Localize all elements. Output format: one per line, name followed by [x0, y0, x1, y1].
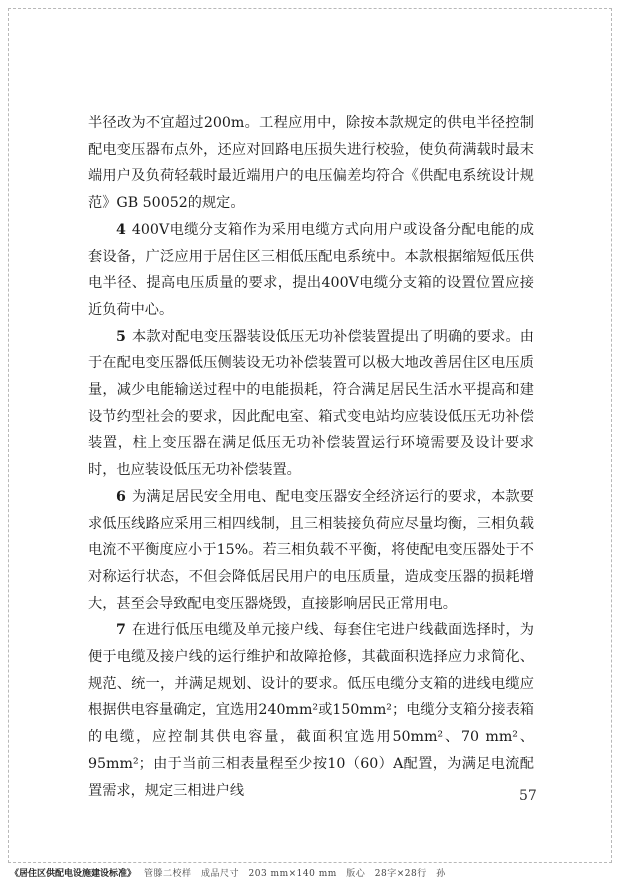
document-body	[88, 110, 534, 804]
item-number: 4	[116, 221, 126, 238]
footer-title: 《居住区供配电设施建设标准》	[10, 869, 137, 879]
item-number: 7	[116, 622, 126, 639]
print-footer	[10, 866, 610, 879]
paragraph-continuation: 半径改为不宜超过200m。工程应用中，除按本款规定的供电半径控制配电变压器布点外，还应对回路电压损失进行校验，使负荷满载时最末端用户及负荷轻载时最近端用户的电压偏差均符合《供配电系统设计规范》GB 50052的规定。	[88, 115, 534, 212]
paragraph-7: 7 在进行低压电缆及单元接户线、每套住宅进户线截面选择时，为便于电缆及接户线的运行维护和故障抢修，其截面积选择应力求简化、规范、统一，并满足规划、设计的要求。低压电缆分支箱的进线电缆应根据供电容量确定，宜选用240mm²或150mm²；电缆分支箱分接表箱的电缆，应控制其供电容量，截面积宜选用50mm²、70 mm²、95mm²；由于当前三相表量程至少按10（60）A配置，为满足电流配置需求，规定三相进户线	[88, 622, 534, 799]
paragraph-6: 6 为满足居民安全用电、配电变压器安全经济运行的要求，本款要求低压线路应采用三相四线制，且三相装接负荷应尽量均衡，三相负载电流不平衡度应小于15%。若三相负载不平衡，将使配电变压器处于不对称运行状态，不但会降低居民用户的电压质量，造成变压器的损耗增大，甚至会导致配电变压器烧毁，直接影响居民正常用电。	[88, 488, 534, 612]
item-number: 5	[116, 328, 126, 345]
paragraph-4: 4 400V电缆分支箱作为采用电缆方式向用户或设备分配电能的成套设备，广泛应用于居住区三相低压配电系统中。本款根据缩短低压供电半径、提高电压质量的要求，提出400V电缆分支箱的设置位置应接近负荷中心。	[88, 221, 534, 318]
paragraph-5: 5 本款对配电变压器装设低压无功补偿装置提出了明确的要求。由于在配电变压器低压侧装设无功补偿装置可以极大地改善居住区电压质量，减少电能输送过程中的电能损耗，符合满足居民生活水平提高和建设节约型社会的要求，因此配电室、箱式变电站均应装设低压无功补偿装置，柱上变压器在满足低压无功补偿装置运行环境需要及设计要求时，也应装设低压无功补偿装置。	[88, 328, 534, 479]
footer-meta: 管滕二校样 成品尺寸 203 mm×140 mm 版心 28字×28行 孙	[144, 869, 446, 879]
item-number: 6	[116, 488, 126, 505]
page-number: 57	[519, 788, 537, 804]
